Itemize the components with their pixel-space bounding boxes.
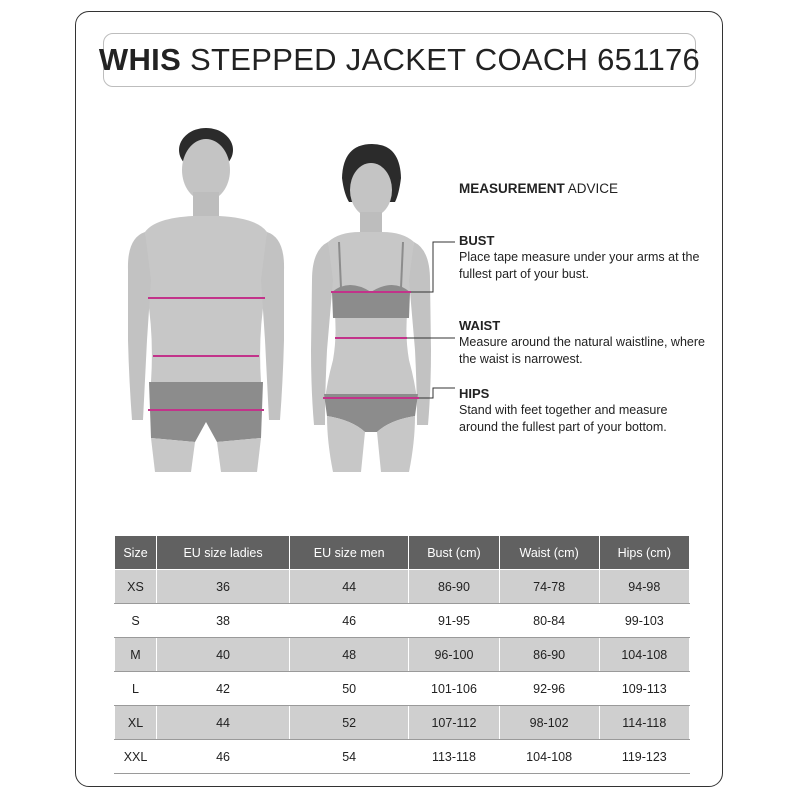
table-header: Bust (cm): [409, 536, 499, 570]
body-figures-illustration: [115, 120, 455, 480]
brand-name: WHIS: [98, 42, 182, 77]
table-cell: XXL: [115, 740, 157, 774]
table-cell: 104-108: [599, 638, 689, 672]
table-row: [115, 672, 690, 706]
table-cell: 46: [157, 740, 290, 774]
table-cell: 50: [290, 672, 409, 706]
table-row: [115, 570, 690, 604]
table-header: Waist (cm): [499, 536, 599, 570]
table-cell: 48: [290, 638, 409, 672]
title-box: [98, 33, 701, 87]
product-name: STEPPED JACKET COACH 651176: [190, 42, 701, 77]
table-header-row: [115, 536, 690, 570]
table-cell: 44: [157, 706, 290, 740]
table-cell: 46: [290, 604, 409, 638]
table-cell: 91-95: [409, 604, 499, 638]
table-cell: 119-123: [599, 740, 689, 774]
advice-heading: MEASUREMENT ADVICE: [459, 181, 619, 196]
table-cell: 94-98: [599, 570, 689, 604]
table-cell: 114-118: [599, 706, 689, 740]
table-cell: 113-118: [409, 740, 499, 774]
table-cell: 86-90: [409, 570, 499, 604]
table-cell: M: [115, 638, 157, 672]
table-cell: 36: [157, 570, 290, 604]
table-cell: 52: [290, 706, 409, 740]
advice-text: Place tape measure under your arms at the fullest part of your bust.: [459, 250, 700, 281]
table-cell: 44: [290, 570, 409, 604]
table-header: Size: [115, 536, 157, 570]
table-row: [115, 740, 690, 774]
table-header: Hips (cm): [599, 536, 689, 570]
table-header: EU size men: [290, 536, 409, 570]
advice-hips: [459, 385, 709, 436]
table-cell: 40: [157, 638, 290, 672]
table-cell: 92-96: [499, 672, 599, 706]
table-cell: 104-108: [499, 740, 599, 774]
table-cell: L: [115, 672, 157, 706]
table-cell: 42: [157, 672, 290, 706]
table-cell: 107-112: [409, 706, 499, 740]
male-figure: [128, 128, 284, 472]
advice-label: BUST: [459, 233, 495, 248]
table-cell: 101-106: [409, 672, 499, 706]
advice-label: HIPS: [459, 386, 490, 401]
advice-waist: [459, 317, 709, 368]
advice-text: Stand with feet together and measure around the fullest part of your bottom.: [459, 403, 668, 434]
advice-bust: [459, 232, 709, 283]
table-cell: 80-84: [499, 604, 599, 638]
table-row: [115, 604, 690, 638]
table-cell: S: [115, 604, 157, 638]
advice-text: Measure around the natural waistline, where the waist is narrowest.: [459, 335, 705, 366]
table-cell: 109-113: [599, 672, 689, 706]
table-cell: 54: [290, 740, 409, 774]
measurement-advice: [459, 180, 709, 434]
table-cell: 99-103: [599, 604, 689, 638]
table-cell: 38: [157, 604, 290, 638]
table-cell: 74-78: [499, 570, 599, 604]
table-cell: 86-90: [499, 638, 599, 672]
female-figure: [311, 144, 431, 472]
table-cell: 96-100: [409, 638, 499, 672]
table-row: [115, 638, 690, 672]
table-row: [115, 706, 690, 740]
table-cell: 98-102: [499, 706, 599, 740]
table-header: EU size ladies: [157, 536, 290, 570]
advice-label: WAIST: [459, 318, 501, 333]
table-cell: XL: [115, 706, 157, 740]
size-table: [114, 535, 690, 774]
table-cell: XS: [115, 570, 157, 604]
